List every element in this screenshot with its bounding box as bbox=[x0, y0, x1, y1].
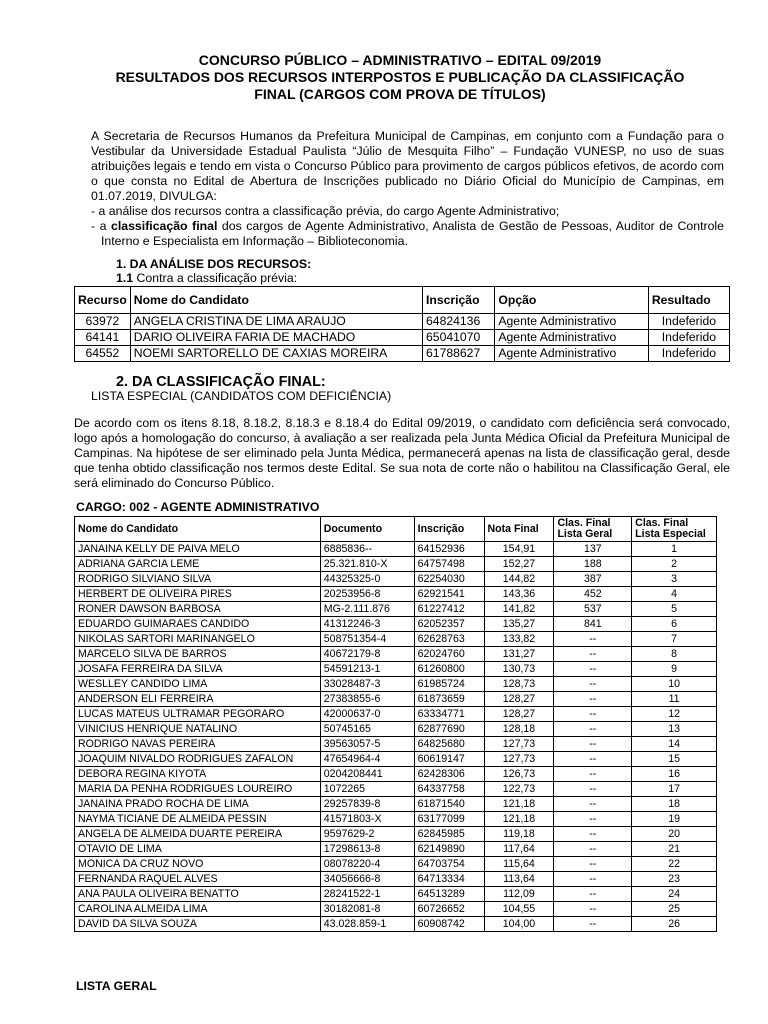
inscricao-cell: 62024760 bbox=[414, 647, 484, 662]
documento-cell: 33028487-3 bbox=[320, 677, 414, 692]
inscricao-cell: 62921541 bbox=[414, 587, 484, 602]
header-documento: Documento bbox=[320, 517, 414, 542]
clas-geral-cell: 188 bbox=[554, 557, 632, 572]
nota-final-cell: 143,36 bbox=[484, 587, 554, 602]
clas-geral-cell: 137 bbox=[554, 542, 632, 557]
clas-especial-cell: 23 bbox=[632, 872, 717, 887]
clas-geral-cell: 452 bbox=[554, 587, 632, 602]
inscricao-cell: 61873659 bbox=[414, 692, 484, 707]
nota-final-cell: 127,73 bbox=[484, 737, 554, 752]
table-row bbox=[75, 827, 717, 842]
table-row bbox=[75, 737, 717, 752]
clas-especial-cell: 11 bbox=[632, 692, 717, 707]
clas-geral-cell: -- bbox=[554, 647, 632, 662]
section2-paragraph bbox=[74, 416, 730, 491]
nome-cell: JANAINA KELLY DE PAIVA MELO bbox=[75, 542, 321, 557]
documento-cell: MG-2.111.876 bbox=[320, 602, 414, 617]
inscricao-cell: 64824136 bbox=[423, 314, 495, 330]
documento-cell: 29257839-8 bbox=[320, 797, 414, 812]
section1-title: 1. DA ANÁLISE DOS RECURSOS: bbox=[116, 257, 312, 271]
recurso-cell: 64141 bbox=[75, 330, 131, 346]
inscricao-cell: 61260800 bbox=[414, 662, 484, 677]
documento-cell: 41571803-X bbox=[320, 812, 414, 827]
inscricao-cell: 62877690 bbox=[414, 722, 484, 737]
nome-cell: CAROLINA ALMEIDA LIMA bbox=[75, 902, 321, 917]
nome-cell: DARIO OLIVEIRA FARIA DE MACHADO bbox=[130, 330, 422, 346]
clas-especial-cell: 5 bbox=[632, 602, 717, 617]
inscricao-cell: 63177099 bbox=[414, 812, 484, 827]
header-clas-especial: Clas. Final Lista Especial bbox=[632, 517, 717, 542]
opcao-cell: Agente Administrativo bbox=[495, 314, 648, 330]
documento-cell: 30182081-8 bbox=[320, 902, 414, 917]
header-inscricao-2: Inscrição bbox=[414, 517, 484, 542]
clas-especial-cell: 15 bbox=[632, 752, 717, 767]
nome-cell: NIKOLAS SARTORI MARINANGELO bbox=[75, 632, 321, 647]
nota-final-cell: 122,73 bbox=[484, 782, 554, 797]
inscricao-cell: 62628763 bbox=[414, 632, 484, 647]
nota-final-cell: 121,18 bbox=[484, 812, 554, 827]
clas-especial-cell: 16 bbox=[632, 767, 717, 782]
clas-especial-cell: 21 bbox=[632, 842, 717, 857]
intro-bullet-2-bold: classificação final bbox=[111, 219, 218, 233]
inscricao-cell: 61227412 bbox=[414, 602, 484, 617]
clas-especial-cell: 8 bbox=[632, 647, 717, 662]
nota-final-cell: 144,82 bbox=[484, 572, 554, 587]
documento-cell: 42000637-0 bbox=[320, 707, 414, 722]
header-resultado: Resultado bbox=[648, 287, 729, 314]
clas-geral-cell: -- bbox=[554, 707, 632, 722]
nome-cell: MONICA DA CRUZ NOVO bbox=[75, 857, 321, 872]
nota-final-cell: 119,18 bbox=[484, 827, 554, 842]
nome-cell: MARCELO SILVA DE BARROS bbox=[75, 647, 321, 662]
nota-final-cell: 154,91 bbox=[484, 542, 554, 557]
inscricao-cell: 61871540 bbox=[414, 797, 484, 812]
nota-final-cell: 128,18 bbox=[484, 722, 554, 737]
clas-especial-cell: 13 bbox=[632, 722, 717, 737]
inscricao-cell: 62052357 bbox=[414, 617, 484, 632]
clas-geral-cell: -- bbox=[554, 827, 632, 842]
nome-cell: ADRIANA GARCIA LEME bbox=[75, 557, 321, 572]
table-row bbox=[75, 557, 717, 572]
clas-especial-cell: 4 bbox=[632, 587, 717, 602]
recurso-cell: 63972 bbox=[75, 314, 131, 330]
documento-cell: 0204208441 bbox=[320, 767, 414, 782]
intro-bullet-1: - a análise dos recursos contra a classificação prévia, do cargo Agente Administrativo; bbox=[91, 204, 560, 218]
nome-cell: DEBORA REGINA KIYOTA bbox=[75, 767, 321, 782]
table-row bbox=[75, 782, 717, 797]
documento-cell: 25.321.810-X bbox=[320, 557, 414, 572]
header-inscricao: Inscrição bbox=[423, 287, 495, 314]
clas-geral-cell: -- bbox=[554, 692, 632, 707]
clas-especial-cell: 10 bbox=[632, 677, 717, 692]
clas-especial-cell: 12 bbox=[632, 707, 717, 722]
appeals-table-header bbox=[75, 287, 730, 314]
nota-final-cell: 121,18 bbox=[484, 797, 554, 812]
nome-cell: LUCAS MATEUS ULTRAMAR PEGORARO bbox=[75, 707, 321, 722]
inscricao-cell: 64513289 bbox=[414, 887, 484, 902]
document-title-line1: CONCURSO PÚBLICO – ADMINISTRATIVO – EDITAL 09/2019 bbox=[198, 52, 602, 68]
cargo-title: CARGO: 002 - AGENTE ADMINISTRATIVO bbox=[76, 500, 320, 514]
inscricao-cell: 64152936 bbox=[414, 542, 484, 557]
clas-geral-cell: -- bbox=[554, 842, 632, 857]
nome-cell: RODRIGO NAVAS PEREIRA bbox=[75, 737, 321, 752]
nome-cell: JOSAFA FERREIRA DA SILVA bbox=[75, 662, 321, 677]
clas-geral-cell: 537 bbox=[554, 602, 632, 617]
table-row bbox=[75, 662, 717, 677]
section2-subtitle: LISTA ESPECIAL (CANDIDATOS COM DEFICIÊNCIA) bbox=[91, 389, 392, 403]
clas-especial-cell: 20 bbox=[632, 827, 717, 842]
nota-final-cell: 130,73 bbox=[484, 662, 554, 677]
clas-especial-cell: 22 bbox=[632, 857, 717, 872]
classification-table-header bbox=[75, 517, 717, 542]
inscricao-cell: 64825680 bbox=[414, 737, 484, 752]
table-row bbox=[75, 767, 717, 782]
inscricao-cell: 64757498 bbox=[414, 557, 484, 572]
clas-especial-cell: 9 bbox=[632, 662, 717, 677]
clas-geral-cell: -- bbox=[554, 662, 632, 677]
nome-cell: EDUARDO GUIMARAES CANDIDO bbox=[75, 617, 321, 632]
table-row bbox=[75, 632, 717, 647]
header-nome: Nome do Candidato bbox=[130, 287, 422, 314]
clas-geral-cell: -- bbox=[554, 737, 632, 752]
nota-final-cell: 117,64 bbox=[484, 842, 554, 857]
clas-geral-cell: -- bbox=[554, 632, 632, 647]
nome-cell: NAYMA TICIANE DE ALMEIDA PESSIN bbox=[75, 812, 321, 827]
nota-final-cell: 113,64 bbox=[484, 872, 554, 887]
intro-bullet-2 bbox=[91, 219, 724, 249]
documento-cell: 43.028.859-1 bbox=[320, 917, 414, 932]
nome-cell: JOAQUIM NIVALDO RODRIGUES ZAFALON bbox=[75, 752, 321, 767]
documento-cell: 508751354-4 bbox=[320, 632, 414, 647]
nome-cell: DAVID DA SILVA SOUZA bbox=[75, 917, 321, 932]
clas-geral-cell: -- bbox=[554, 797, 632, 812]
nota-final-cell: 141,82 bbox=[484, 602, 554, 617]
documento-cell: 9597629-2 bbox=[320, 827, 414, 842]
header-nota-final: Nota Final bbox=[484, 517, 554, 542]
header-opcao: Opção bbox=[495, 287, 648, 314]
inscricao-cell: 60908742 bbox=[414, 917, 484, 932]
documento-cell: 47654964-4 bbox=[320, 752, 414, 767]
intro-text: A Secretaria de Recursos Humanos da Prefeitura Municipal de Campinas, em conjunto com a Fundação para o Vestibular da Universidade Estadual Paulista “Júlio de Mesquita Filho” – Fundação VUNESP, no uso de suas atribuições legais e tendo em vista o Concurso Público para provimento de cargos públicos efetivos, de acordo com o que consta no Edital de Abertura de Inscrições publicado no Diário Oficial do Município de Campinas, em 01.07.2019, DIVULGA: bbox=[91, 129, 724, 203]
clas-geral-cell: -- bbox=[554, 857, 632, 872]
appeals-table bbox=[74, 286, 730, 362]
table-row bbox=[75, 887, 717, 902]
clas-geral-cell: -- bbox=[554, 887, 632, 902]
clas-especial-cell: 24 bbox=[632, 887, 717, 902]
inscricao-cell: 61788627 bbox=[423, 346, 495, 362]
nota-final-cell: 135,27 bbox=[484, 617, 554, 632]
lista-geral-heading: LISTA GERAL bbox=[76, 979, 157, 993]
header-nome-candidato: Nome do Candidato bbox=[75, 517, 321, 542]
nota-final-cell: 128,73 bbox=[484, 677, 554, 692]
clas-geral-cell: -- bbox=[554, 752, 632, 767]
nome-cell: MARIA DA PENHA RODRIGUES LOUREIRO bbox=[75, 782, 321, 797]
clas-especial-cell: 19 bbox=[632, 812, 717, 827]
inscricao-cell: 61985724 bbox=[414, 677, 484, 692]
intro-paragraph bbox=[91, 129, 724, 249]
documento-cell: 1072265 bbox=[320, 782, 414, 797]
clas-especial-cell: 17 bbox=[632, 782, 717, 797]
table-row bbox=[75, 872, 717, 887]
table-row bbox=[75, 677, 717, 692]
nota-final-cell: 112,09 bbox=[484, 887, 554, 902]
inscricao-cell: 62149890 bbox=[414, 842, 484, 857]
section1-sub-text: Contra a classificação prévia: bbox=[133, 271, 298, 285]
clas-geral-cell: 841 bbox=[554, 617, 632, 632]
nome-cell: RONER DAWSON BARBOSA bbox=[75, 602, 321, 617]
inscricao-cell: 64703754 bbox=[414, 857, 484, 872]
table-row bbox=[75, 587, 717, 602]
table-row bbox=[75, 572, 717, 587]
clas-geral-cell: -- bbox=[554, 677, 632, 692]
clas-especial-cell: 1 bbox=[632, 542, 717, 557]
nota-final-cell: 128,27 bbox=[484, 707, 554, 722]
table-row bbox=[75, 752, 717, 767]
table-row bbox=[75, 812, 717, 827]
clas-geral-cell: -- bbox=[554, 767, 632, 782]
clas-geral-cell: -- bbox=[554, 872, 632, 887]
nota-final-cell: 115,64 bbox=[484, 857, 554, 872]
clas-geral-cell: -- bbox=[554, 812, 632, 827]
table-row bbox=[75, 314, 730, 330]
inscricao-cell: 63334771 bbox=[414, 707, 484, 722]
inscricao-cell: 60619147 bbox=[414, 752, 484, 767]
documento-cell: 08078220-4 bbox=[320, 857, 414, 872]
clas-geral-cell: -- bbox=[554, 917, 632, 932]
nome-cell: HERBERT DE OLIVEIRA PIRES bbox=[75, 587, 321, 602]
table-row bbox=[75, 617, 717, 632]
nome-cell: JANAINA PRADO ROCHA DE LIMA bbox=[75, 797, 321, 812]
inscricao-cell: 64337758 bbox=[414, 782, 484, 797]
inscricao-cell: 64713334 bbox=[414, 872, 484, 887]
nota-final-cell: 104,00 bbox=[484, 917, 554, 932]
inscricao-cell: 62428306 bbox=[414, 767, 484, 782]
documento-cell: 20253956-8 bbox=[320, 587, 414, 602]
nota-final-cell: 126,73 bbox=[484, 767, 554, 782]
table-row bbox=[75, 647, 717, 662]
clas-especial-cell: 7 bbox=[632, 632, 717, 647]
documento-cell: 40672179-8 bbox=[320, 647, 414, 662]
nota-final-cell: 104,55 bbox=[484, 902, 554, 917]
documento-cell: 17298613-8 bbox=[320, 842, 414, 857]
section2-text: De acordo com os itens 8.18, 8.18.2, 8.18.3 e 8.18.4 do Edital 09/2019, o candidato com deficiência será convocado, logo após a homologação do concurso, à avaliação a ser realizada pela Junta Médica Oficial da Prefeitura Municipal de Campinas. Na hipótese de ser eliminado pela Junta Médica, permanecerá apenas na lista de classificação geral, desde que tenha obtido classificação nos termos deste Edital. Se sua nota de corte não o habilitou na Classificação Geral, ele será eliminado do Concurso Público. bbox=[74, 416, 730, 490]
table-row bbox=[75, 722, 717, 737]
inscricao-cell: 62254030 bbox=[414, 572, 484, 587]
nome-cell: NOEMI SARTORELLO DE CAXIAS MOREIRA bbox=[130, 346, 422, 362]
section1-subtitle bbox=[116, 271, 297, 286]
nota-final-cell: 128,27 bbox=[484, 692, 554, 707]
table-row bbox=[75, 842, 717, 857]
documento-cell: 44325325-0 bbox=[320, 572, 414, 587]
recurso-cell: 64552 bbox=[75, 346, 131, 362]
nota-final-cell: 127,73 bbox=[484, 752, 554, 767]
table-row bbox=[75, 707, 717, 722]
clas-especial-cell: 26 bbox=[632, 917, 717, 932]
clas-geral-cell: 387 bbox=[554, 572, 632, 587]
intro-bullet-2-rest: dos cargos de Agente Administrativo, Analista de Gestão de Pessoas, Auditor de Controle Interno e Especialista em Informação – Biblioteconomia. bbox=[101, 219, 724, 248]
nome-cell: RODRIGO SILVIANO SILVA bbox=[75, 572, 321, 587]
documento-cell: 50745165 bbox=[320, 722, 414, 737]
header-clas-geral: Clas. Final Lista Geral bbox=[554, 517, 632, 542]
table-row bbox=[75, 797, 717, 812]
document-title-line2: RESULTADOS DOS RECURSOS INTERPOSTOS E PUBLICAÇÃO DA CLASSIFICAÇÃO bbox=[115, 69, 685, 85]
resultado-cell: Indeferido bbox=[648, 330, 729, 346]
table-row bbox=[75, 917, 717, 932]
documento-cell: 34056666-8 bbox=[320, 872, 414, 887]
nome-cell: VINICIUS HENRIQUE NATALINO bbox=[75, 722, 321, 737]
classification-table bbox=[74, 516, 717, 932]
clas-geral-cell: -- bbox=[554, 902, 632, 917]
header-recurso: Recurso bbox=[75, 287, 131, 314]
table-row bbox=[75, 857, 717, 872]
table-row bbox=[75, 902, 717, 917]
clas-especial-cell: 18 bbox=[632, 797, 717, 812]
nome-cell: WESLLEY CANDIDO LIMA bbox=[75, 677, 321, 692]
nome-cell: OTAVIO DE LIMA bbox=[75, 842, 321, 857]
section2-title: 2. DA CLASSIFICAÇÃO FINAL: bbox=[116, 374, 326, 390]
table-row bbox=[75, 330, 730, 346]
documento-cell: 28241522-1 bbox=[320, 887, 414, 902]
clas-geral-cell: -- bbox=[554, 722, 632, 737]
nota-final-cell: 131,27 bbox=[484, 647, 554, 662]
documento-cell: 6885836-- bbox=[320, 542, 414, 557]
resultado-cell: Indeferido bbox=[648, 314, 729, 330]
clas-geral-cell: -- bbox=[554, 782, 632, 797]
clas-especial-cell: 2 bbox=[632, 557, 717, 572]
nome-cell: ANGELA CRISTINA DE LIMA ARAUJO bbox=[130, 314, 422, 330]
nome-cell: ANGELA DE ALMEIDA DUARTE PEREIRA bbox=[75, 827, 321, 842]
resultado-cell: Indeferido bbox=[648, 346, 729, 362]
nome-cell: ANDERSON ELI FERREIRA bbox=[75, 692, 321, 707]
clas-especial-cell: 6 bbox=[632, 617, 717, 632]
nome-cell: FERNANDA RAQUEL ALVES bbox=[75, 872, 321, 887]
nome-cell: ANA PAULA OLIVEIRA BENATTO bbox=[75, 887, 321, 902]
table-row bbox=[75, 602, 717, 617]
section1-sub-num: 1.1 bbox=[116, 271, 134, 285]
inscricao-cell: 62845985 bbox=[414, 827, 484, 842]
table-row bbox=[75, 542, 717, 557]
clas-especial-cell: 14 bbox=[632, 737, 717, 752]
document-title-line3: FINAL (CARGOS COM PROVA DE TÍTULOS) bbox=[254, 86, 546, 102]
clas-especial-cell: 3 bbox=[632, 572, 717, 587]
intro-bullet-2-prefix: - a bbox=[91, 219, 111, 233]
inscricao-cell: 65041070 bbox=[423, 330, 495, 346]
documento-cell: 41312246-3 bbox=[320, 617, 414, 632]
clas-especial-cell: 25 bbox=[632, 902, 717, 917]
opcao-cell: Agente Administrativo bbox=[495, 346, 648, 362]
documento-cell: 27383855-6 bbox=[320, 692, 414, 707]
table-row bbox=[75, 346, 730, 362]
nota-final-cell: 133,82 bbox=[484, 632, 554, 647]
nota-final-cell: 152,27 bbox=[484, 557, 554, 572]
inscricao-cell: 60726652 bbox=[414, 902, 484, 917]
table-row bbox=[75, 692, 717, 707]
documento-cell: 39563057-5 bbox=[320, 737, 414, 752]
documento-cell: 54591213-1 bbox=[320, 662, 414, 677]
opcao-cell: Agente Administrativo bbox=[495, 330, 648, 346]
